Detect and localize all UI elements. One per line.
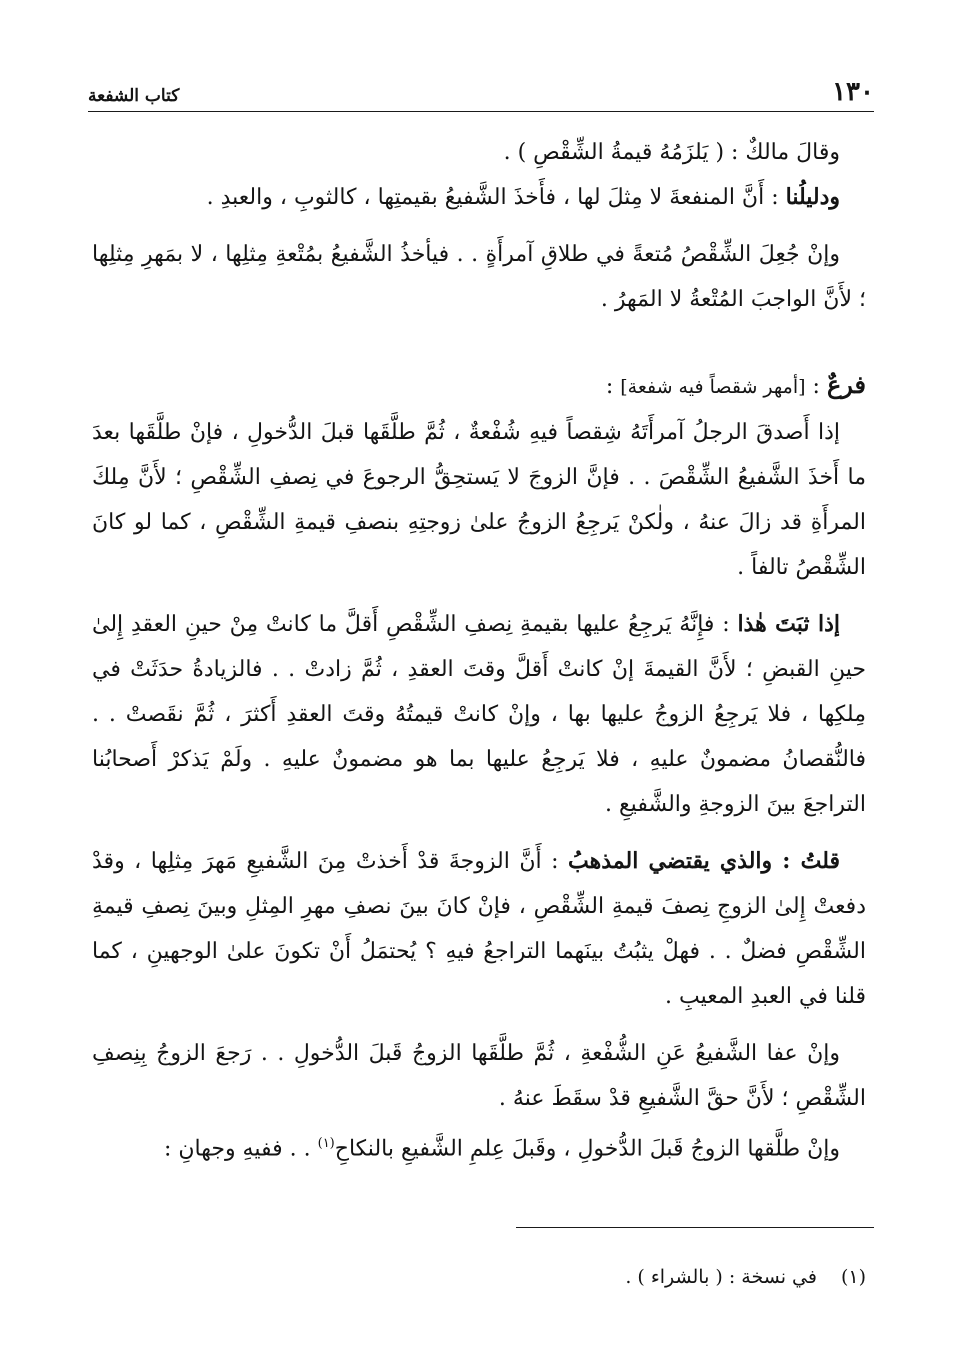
spacer — [92, 590, 866, 602]
branch-end: : — [605, 374, 621, 399]
evidence-text: : أَنَّ المنفعةَ لا مِثلَ لها ، فأَخذَ الشَّفيعُ بقيمتِها ، كالثوبِ ، والعبدِ . — [206, 185, 786, 210]
paragraph-established — [92, 602, 866, 827]
paragraph-two-views — [92, 1121, 866, 1171]
running-header — [88, 76, 874, 112]
spacer — [92, 220, 866, 232]
branch-title: [أمهر شقصاً فيه شفعة] — [620, 376, 806, 398]
page-number: ١٣٠ — [832, 77, 874, 107]
paragraph-author-note — [92, 839, 866, 1019]
paragraph-mutah: وإنْ جُعِلَ الشِّقْصُ مُتعةً في طلاقِ آمرأَةٍ . . فيأخذُ الشَّفيعُ بمُتْعةِ مِثلِها ، لا بمَهرِ مِثلِها ؛ لأَنَّ الواجبَ المُتْعةُ لا المَهرُ . — [92, 242, 866, 312]
spacer — [92, 827, 866, 839]
footnote-divider — [516, 1227, 874, 1228]
footnote-marker: (١) — [840, 1266, 866, 1288]
footnote-reference[interactable]: (١) — [317, 1136, 335, 1151]
paragraph-evidence — [92, 175, 866, 220]
footnote-text: في نسخة : ( بالشراء ) . — [625, 1266, 817, 1288]
paragraph-dowry: إذا أَصدقَ الرجلُ آمرأَتَهُ شِقصاً فيهِ شُفْعةٌ ، ثُمَّ طلَّقَها قبلَ الدُّخولِ ، فإنْ طلَّقَها بعدَ ما أَخذَ الشَّفيعُ الشِّقْصَ . . فإنَّ الزوجَ لا يَستحِقُّ الرجوعَ في نِصفِ الشِّقْصِ ؛ لأَنَّ مِلكَ المرأَةِ قد زالَ عنهُ ، ولٰكنْ يَرجِعُ الزوجُ علىٰ زوجتِهِ بنصفِ قيمةِ الشِّقْصِ ، كما لو كانَ الشِّقْصُ تالفاً . — [92, 420, 866, 580]
two-views-text: وإنْ طلَّقها الزوجُ قَبلَ الدُّخولِ ، وقَبلَ عِلمِ الشَّفيعِ بالنكاحِ — [334, 1136, 840, 1162]
established-text: : فإِنَّهُ يَرجِعُ عليها بقيمةِ نِصفِ الشِّقْصِ أَقلَّ ما كانتْ مِنْ حينِ العقدِ إِلىٰ حينِ القبضِ ؛ لأَنَّ القيمةَ إنْ كانتْ أَقلَّ وقتَ العقدِ ، ثُمَّ زادتْ . . فالزيادةُ حدَثَتْ في مِلكِها ، فلا يَرجِعُ الزوجُ عليها بها ، وإنْ كانتْ قيمتُهُ وقتَ العقدِ أَكثرَ ، ثُمَّ نقَصتْ . . فالنُّقصانُ مضمونٌ عليهِ ، فلا يَرجِعُ عليها بما هو مضمونٌ عليهِ . ولَمْ يَذكرْ أَصحابُنا التراجعَ بينَ الزوجةِ والشَّفيعِ . — [92, 612, 866, 817]
paragraph-waiver: وإنْ عفا الشَّفيعُ عَنِ الشُّفْعةِ ، ثُمَّ طلَّقَها الزوجُ قَبلَ الدُّخولِ . . رَجعَ الزوجُ بِنِصفِ الشِّقْصِ ؛ لأَنَّ حقَّ الشَّفيعِ قدْ سقَطَ عنهُ . — [92, 1041, 866, 1111]
branch-heading — [92, 362, 866, 410]
author-note-text: : أَنَّ الزوجةَ قدْ أَخذتْ مِنَ الشَّفيعِ مَهرَ مِثلِها ، وقدْ دفعتْ إِلىٰ الزوجِ نِصفَ قيمةِ الشِّقْصِ ، فإنْ كانَ بينَ نصفِ مهرِ المِثلِ وبينَ نِصفِ قيمةِ الشِّقْصِ فضلٌ . . فهلْ يثبُتُ بينَهما التراجعُ فيهِ ؟ يُحتمَلُ أَنْ تكونَ علىٰ الوجهينِ ، كما قلنا في العبدِ المعيبِ . — [92, 849, 866, 1009]
spacer — [92, 1019, 866, 1031]
section-gap — [92, 322, 866, 362]
main-text — [92, 130, 866, 1171]
branch-separator: : — [805, 374, 827, 399]
two-views-end: . . ففيهِ وجهانِ : — [163, 1136, 318, 1162]
evidence-lead: ودليلُنا — [785, 184, 840, 210]
branch-word: فرعٌ — [826, 370, 866, 399]
footnote — [92, 1262, 866, 1292]
established-lead: إذا ثبَتَ هٰذا — [737, 611, 840, 637]
paragraph-malik: وقالَ مالكٌ : ( يَلزَمُهُ قيمةُ الشِّقْصِ ) . — [503, 140, 840, 165]
book-title: كتاب الشفعة — [88, 86, 180, 106]
author-note-lead: قلتُ : والذي يقتضي المذهبُ — [568, 848, 840, 874]
